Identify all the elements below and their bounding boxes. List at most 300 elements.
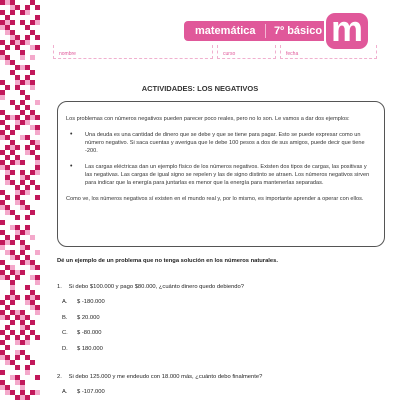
- pattern-square: [20, 120, 25, 125]
- pattern-square: [10, 270, 15, 275]
- pattern-square: [5, 360, 10, 365]
- pattern-square: [5, 345, 10, 350]
- pattern-square: [5, 170, 10, 175]
- pattern-square: [20, 50, 25, 55]
- pattern-square: [5, 155, 10, 160]
- pattern-square: [10, 360, 15, 365]
- pattern-square: [5, 390, 10, 395]
- pattern-square: [5, 25, 10, 30]
- pattern-square: [25, 75, 30, 80]
- pattern-square: [10, 35, 15, 40]
- pattern-square: [0, 300, 5, 305]
- pattern-square: [10, 70, 15, 75]
- pattern-square: [15, 355, 20, 360]
- pattern-square: [25, 315, 30, 320]
- pattern-square: [15, 200, 20, 205]
- pattern-square: [25, 35, 30, 40]
- pattern-square: [15, 350, 20, 355]
- pattern-square: [5, 355, 10, 360]
- option-2a[interactable]: [62, 389, 105, 395]
- pattern-square: [35, 335, 40, 340]
- intro-paragraph: Los problemas con números negativos pueden parecer poco reales, pero no lo son. Le vamos a dar dos ejemplos:: [66, 116, 350, 122]
- pattern-square: [25, 335, 30, 340]
- pattern-square: [35, 170, 40, 175]
- pattern-square: [0, 20, 5, 25]
- pattern-square: [35, 375, 40, 380]
- pattern-square: [35, 140, 40, 145]
- pattern-square: [15, 375, 20, 380]
- pattern-square: [20, 245, 25, 250]
- pattern-square: [10, 20, 15, 25]
- pattern-square: [10, 170, 15, 175]
- pattern-square: [30, 0, 35, 5]
- pattern-square: [20, 240, 25, 245]
- pattern-square: [20, 315, 25, 320]
- pattern-square: [30, 305, 35, 310]
- option-value: $ 20.000: [77, 315, 100, 321]
- pattern-square: [30, 170, 35, 175]
- pattern-square: [0, 385, 5, 390]
- pattern-square: [25, 65, 30, 70]
- pattern-square: [25, 185, 30, 190]
- pattern-square: [35, 125, 40, 130]
- pattern-square: [0, 245, 5, 250]
- pattern-square: [30, 70, 35, 75]
- pattern-square: [20, 260, 25, 265]
- pattern-square: [25, 295, 30, 300]
- pattern-square: [25, 25, 30, 30]
- question-1: [57, 284, 244, 290]
- pattern-square: [20, 20, 25, 25]
- pattern-square: [15, 105, 20, 110]
- option-1b[interactable]: [62, 315, 100, 321]
- pattern-square: [10, 290, 15, 295]
- pattern-square: [10, 40, 15, 45]
- pattern-square: [30, 20, 35, 25]
- pattern-square: [10, 145, 15, 150]
- pattern-square: [5, 0, 10, 5]
- pattern-square: [0, 25, 5, 30]
- pattern-square: [0, 315, 5, 320]
- pattern-square: [25, 150, 30, 155]
- pattern-square: [20, 180, 25, 185]
- pattern-square: [0, 260, 5, 265]
- pattern-square: [0, 275, 5, 280]
- pattern-square: [15, 255, 20, 260]
- pattern-square: [10, 60, 15, 65]
- pattern-square: [35, 390, 40, 395]
- pattern-square: [15, 380, 20, 385]
- pattern-square: [20, 205, 25, 210]
- pattern-square: [0, 0, 5, 5]
- logo-letter: m: [330, 7, 363, 49]
- pattern-square: [20, 100, 25, 105]
- pattern-square: [15, 315, 20, 320]
- pattern-square: [0, 220, 5, 225]
- pattern-square: [30, 360, 35, 365]
- pattern-square: [10, 250, 15, 255]
- pattern-square: [15, 235, 20, 240]
- question-text: Si debo 125.000 y me endeudo con 18.000 más, ¿cuánto debo finalmente?: [68, 374, 263, 380]
- pattern-square: [20, 110, 25, 115]
- pattern-square: [35, 15, 40, 20]
- pattern-square: [25, 120, 30, 125]
- pattern-square: [25, 395, 30, 400]
- pattern-square: [0, 190, 5, 195]
- header-bar: [184, 21, 324, 41]
- pattern-square: [5, 115, 10, 120]
- pattern-square: [5, 210, 10, 215]
- option-1d[interactable]: [62, 346, 103, 352]
- pattern-square: [5, 180, 10, 185]
- course-field-label: curso: [223, 51, 236, 57]
- pattern-square: [10, 225, 15, 230]
- subject-label: matemática: [195, 25, 256, 37]
- pattern-square: [15, 395, 20, 400]
- pattern-square: [15, 310, 20, 315]
- pattern-square: [35, 115, 40, 120]
- pattern-square: [5, 195, 10, 200]
- option-value: $ -80.000: [77, 330, 102, 336]
- pattern-square: [25, 105, 30, 110]
- pattern-square: [35, 5, 40, 10]
- question-prompt: Dé un ejemplo de un problema que no tenga solución en los números naturales.: [57, 258, 278, 264]
- pattern-square: [30, 275, 35, 280]
- pattern-square: [0, 150, 5, 155]
- pattern-square: [25, 40, 30, 45]
- pattern-square: [30, 265, 35, 270]
- pattern-square: [5, 135, 10, 140]
- pattern-square: [10, 140, 15, 145]
- pattern-square: [15, 40, 20, 45]
- pattern-square: [35, 100, 40, 105]
- pattern-square: [0, 130, 5, 135]
- pattern-square: [20, 170, 25, 175]
- pattern-square: [0, 10, 5, 15]
- pattern-square: [35, 165, 40, 170]
- date-field-label: fecha: [286, 51, 299, 57]
- pattern-square: [35, 35, 40, 40]
- pattern-square: [25, 300, 30, 305]
- pattern-square: [15, 270, 20, 275]
- pattern-square: [35, 195, 40, 200]
- pattern-square: [30, 320, 35, 325]
- pattern-square: [5, 335, 10, 340]
- pattern-square: [35, 155, 40, 160]
- pattern-square: [15, 230, 20, 235]
- pattern-square: [15, 125, 20, 130]
- pattern-square: [20, 230, 25, 235]
- pattern-square: [25, 115, 30, 120]
- pattern-square: [10, 115, 15, 120]
- pattern-square: [15, 190, 20, 195]
- pattern-square: [10, 180, 15, 185]
- pattern-square: [15, 215, 20, 220]
- option-letter: B.: [62, 315, 68, 321]
- option-letter: C.: [62, 330, 68, 336]
- pattern-square: [20, 65, 25, 70]
- pattern-square: [35, 295, 40, 300]
- pattern-square: [0, 40, 5, 45]
- pattern-square: [15, 185, 20, 190]
- pattern-square: [30, 290, 35, 295]
- pattern-square: [30, 55, 35, 60]
- pattern-square: [20, 390, 25, 395]
- pattern-square: [30, 30, 35, 35]
- pattern-square: [0, 310, 5, 315]
- pattern-square: [30, 150, 35, 155]
- pattern-square: [35, 265, 40, 270]
- pattern-square: [30, 140, 35, 145]
- pattern-square: [25, 340, 30, 345]
- pattern-square: [30, 330, 35, 335]
- question-number: 2.: [57, 374, 62, 380]
- pattern-square: [15, 145, 20, 150]
- pattern-square: [35, 250, 40, 255]
- pattern-square: [30, 260, 35, 265]
- pattern-square: [20, 175, 25, 180]
- pattern-square: [35, 310, 40, 315]
- pattern-square: [25, 175, 30, 180]
- pattern-square: [25, 135, 30, 140]
- pattern-square: [10, 295, 15, 300]
- pattern-square: [10, 300, 15, 305]
- pattern-square: [10, 210, 15, 215]
- option-1a[interactable]: [62, 299, 105, 305]
- pattern-square: [10, 375, 15, 380]
- pattern-square: [25, 260, 30, 265]
- course-field[interactable]: [217, 45, 276, 59]
- pattern-square: [25, 205, 30, 210]
- pattern-square: [25, 325, 30, 330]
- pattern-square: [5, 55, 10, 60]
- pattern-square: [5, 385, 10, 390]
- pattern-square: [20, 270, 25, 275]
- pattern-square: [35, 275, 40, 280]
- pattern-square: [5, 125, 10, 130]
- pattern-square: [10, 310, 15, 315]
- pattern-square: [30, 295, 35, 300]
- pattern-square: [30, 235, 35, 240]
- pattern-square: [25, 285, 30, 290]
- name-field[interactable]: [53, 45, 213, 59]
- pattern-square: [0, 230, 5, 235]
- pattern-square: [0, 200, 5, 205]
- pattern-square: [0, 340, 5, 345]
- page-title: ACTIVIDADES: LOS NEGATIVOS: [141, 84, 259, 93]
- pattern-square: [10, 240, 15, 245]
- pattern-square: [0, 350, 5, 355]
- pattern-square: [20, 395, 25, 400]
- pattern-square: [20, 350, 25, 355]
- pattern-square: [25, 10, 30, 15]
- pattern-square: [0, 380, 5, 385]
- pattern-square: [35, 160, 40, 165]
- pattern-square: [5, 175, 10, 180]
- question-2: [57, 374, 262, 380]
- pattern-square: [5, 315, 10, 320]
- pattern-square: [5, 235, 10, 240]
- date-field[interactable]: [280, 45, 377, 59]
- pattern-square: [30, 210, 35, 215]
- pattern-square: [25, 215, 30, 220]
- pattern-square: [5, 275, 10, 280]
- pattern-square: [20, 330, 25, 335]
- pattern-square: [0, 95, 5, 100]
- pattern-square: [0, 165, 5, 170]
- pattern-square: [15, 45, 20, 50]
- pattern-square: [10, 150, 15, 155]
- pattern-square: [0, 330, 5, 335]
- pattern-square: [10, 390, 15, 395]
- pattern-square: [5, 305, 10, 310]
- pattern-square: [5, 165, 10, 170]
- pattern-square: [5, 325, 10, 330]
- pattern-square: [5, 240, 10, 245]
- pattern-square: [15, 225, 20, 230]
- pattern-square: [25, 5, 30, 10]
- pattern-square: [20, 250, 25, 255]
- pattern-square: [10, 280, 15, 285]
- pattern-square: [15, 160, 20, 165]
- pattern-square: [25, 230, 30, 235]
- pattern-square: [0, 135, 5, 140]
- pattern-square: [35, 280, 40, 285]
- pattern-square: [0, 120, 5, 125]
- pattern-square: [5, 45, 10, 50]
- pattern-square: [0, 270, 5, 275]
- pattern-square: [15, 365, 20, 370]
- intro-box: [57, 101, 385, 247]
- pattern-square: [35, 130, 40, 135]
- pattern-square: [10, 10, 15, 15]
- pattern-square: [30, 180, 35, 185]
- pattern-square: [15, 75, 20, 80]
- decorative-pattern: [0, 0, 40, 400]
- pattern-square: [10, 160, 15, 165]
- pattern-square: [10, 320, 15, 325]
- pattern-square: [5, 145, 10, 150]
- pattern-square: [0, 205, 5, 210]
- pattern-square: [5, 60, 10, 65]
- pattern-square: [10, 265, 15, 270]
- pattern-square: [5, 205, 10, 210]
- pattern-square: [15, 115, 20, 120]
- pattern-square: [10, 5, 15, 10]
- pattern-square: [20, 200, 25, 205]
- pattern-square: [20, 325, 25, 330]
- pattern-square: [25, 190, 30, 195]
- option-value: $ -180.000: [77, 299, 105, 305]
- pattern-square: [10, 30, 15, 35]
- pattern-square: [5, 295, 10, 300]
- pattern-square: [0, 50, 5, 55]
- intro-bullet: • Las cargas eléctricas dan un ejemplo físico de los números negativos. Existen dos tipos de cargas, las positivas y las negativas. Las cargas de igual signo se repelen y las de signo distinto se atraen. Los números negativos sirven para indicar que la energía para juntarlas es menor que la energía para mantenerlas separadas.: [66, 163, 374, 187]
- intro-bullet: • Una deuda es una cantidad de dinero que se debe y que se tiene para pagar. Esto se puede expresar como un número negativo. Si saca cuentas y averigua que le debe 100 pesos a dos de sus amigos, puede decir que tiene -200.: [66, 131, 374, 155]
- pattern-square: [5, 20, 10, 25]
- pattern-square: [35, 185, 40, 190]
- student-fields: [53, 39, 375, 61]
- pattern-square: [20, 380, 25, 385]
- pattern-square: [20, 10, 25, 15]
- pattern-square: [30, 300, 35, 305]
- pattern-square: [0, 160, 5, 165]
- pattern-square: [10, 285, 15, 290]
- pattern-square: [10, 100, 15, 105]
- pattern-square: [10, 130, 15, 135]
- grade-label: 7º básico: [274, 25, 323, 37]
- name-field-label: nombre: [59, 51, 76, 57]
- option-value: $ 180.000: [77, 346, 103, 352]
- pattern-square: [25, 95, 30, 100]
- pattern-square: [20, 320, 25, 325]
- pattern-square: [35, 305, 40, 310]
- pattern-square: [35, 20, 40, 25]
- pattern-square: [20, 340, 25, 345]
- pattern-square: [25, 370, 30, 375]
- question-text: Si debo $100.000 y pago $80.000, ¿cuánto dinero quedo debiendo?: [68, 284, 244, 290]
- pattern-square: [15, 295, 20, 300]
- pattern-square: [30, 125, 35, 130]
- pattern-square: [15, 120, 20, 125]
- pattern-square: [20, 160, 25, 165]
- pattern-square: [5, 250, 10, 255]
- intro-conclusion: Como ve, los números negativos sí existen en el mundo real y, por lo mismo, es importante aprender a operar con ellos.: [66, 196, 364, 202]
- pattern-square: [20, 190, 25, 195]
- pattern-square: [35, 45, 40, 50]
- option-1c[interactable]: [62, 330, 102, 336]
- pattern-square: [20, 385, 25, 390]
- option-letter: A.: [62, 389, 68, 395]
- pattern-square: [30, 45, 35, 50]
- pattern-square: [25, 365, 30, 370]
- option-letter: D.: [62, 346, 68, 352]
- pattern-square: [20, 40, 25, 45]
- pattern-square: [15, 340, 20, 345]
- pattern-square: [25, 225, 30, 230]
- question-number: 1.: [57, 284, 62, 290]
- pattern-square: [15, 35, 20, 40]
- pattern-square: [5, 265, 10, 270]
- pattern-square: [20, 55, 25, 60]
- pattern-square: [10, 255, 15, 260]
- pattern-square: [30, 115, 35, 120]
- pattern-square: [15, 195, 20, 200]
- pattern-square: [25, 255, 30, 260]
- pattern-square: [30, 110, 35, 115]
- option-letter: A.: [62, 299, 68, 305]
- pattern-square: [25, 245, 30, 250]
- pattern-square: [30, 390, 35, 395]
- pattern-square: [15, 65, 20, 70]
- pattern-square: [25, 355, 30, 360]
- intro-bullet-list: [66, 131, 374, 187]
- pattern-square: [25, 145, 30, 150]
- pattern-square: [0, 110, 5, 115]
- pattern-square: [35, 145, 40, 150]
- pattern-square: [0, 355, 5, 360]
- pattern-square: [5, 15, 10, 20]
- pattern-square: [15, 5, 20, 10]
- pattern-square: [15, 155, 20, 160]
- pattern-square: [0, 370, 5, 375]
- pattern-square: [10, 0, 15, 5]
- option-value: $ -107.000: [77, 389, 105, 395]
- pattern-square: [20, 135, 25, 140]
- pattern-square: [15, 335, 20, 340]
- pattern-square: [5, 30, 10, 35]
- pattern-square: [20, 310, 25, 315]
